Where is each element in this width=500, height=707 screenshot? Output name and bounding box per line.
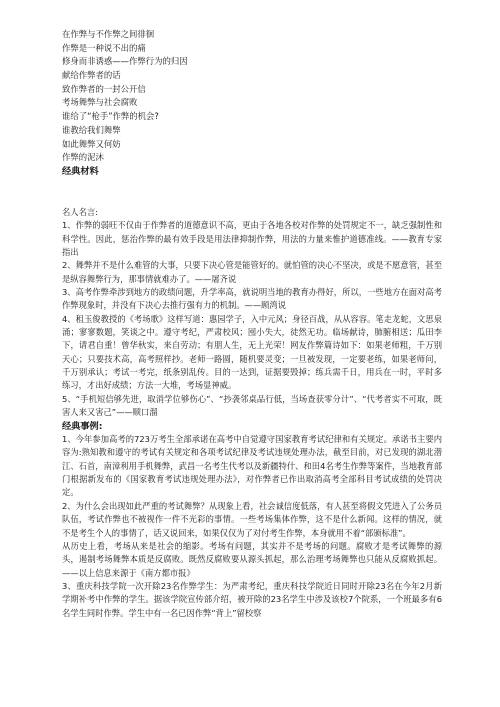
case-paragraph: 3、重庆科技学院一次开除23名作弊学生：为严肃考纪，重庆科技学院近日同时开除23名在今年2月新学期补考中作弊的学生。据该学院宣传部介绍，被开除的23名学生中涉及该校7个院系，一个班最多有6名学生同时作弊。学生中有一名已因作弊“背上”留校察: [62, 580, 442, 618]
case-paragraph: 1、今年参加高考的723万考生全部承诺在高考中自觉遵守国家教育考试纪律和有关规定。承诺书主要内容为:熟知教和遵守的考试有关规定和各项考试纪律及考试违规处理办法，截至目前，对已发现的湖北潜江、石首，南漳利用手机舞弊，武昌一名考生代考以及新疆特什、和田4名考生作弊等案件，当地教育部门根据新发布的《国家教育考试违规处理办法》，对作弊者已作出取消高考全部科目考试成绩的处罚决定。: [62, 434, 442, 498]
title-item: 致作弊者的一封公开信: [62, 83, 146, 94]
title-list: [62, 28, 442, 179]
title-item: 谁给了“枪手”作弊的机会?: [62, 111, 159, 122]
title-item: 作弊的泥沐: [62, 152, 104, 163]
quote-paragraph: 3、高考作弊牵涉到地方的政绩问题，升学率高，就说明当地的教育办得好，所以，一些地方在面对高考作弊现象时，并没有下决心去推行强有力的机制。——顾湾说: [62, 287, 442, 311]
quote-paragraph: 1、作弊的弱旺不仅由于作弊者的道德意识不高，更由于各地各校对作弊的处罚规定不一，缺乏强制性和科学性。因此，惩治作弊的最有效手段是用法律抑制作弊，用法的力量来惟护道德准线。——教育专家指出: [62, 220, 442, 258]
case-paragraph: 从历史上看，考场从来是社会的缩影。考场有问题，其实并不是考场的问题。腐败才是考试舞弊的源头，遏制考场舞弊本质是反腐败。既然反腐败要从源头抓起，那么治理考场舞弊也只能从反腐败抓起。——以上信息来源于《南方都市报》: [62, 540, 442, 578]
quotes-heading: 名人名言:: [62, 207, 98, 217]
title-item: 考场舞弊与社会腐败: [62, 97, 138, 108]
document-body: [62, 206, 442, 620]
title-item: 献给作弊者的话: [62, 70, 121, 81]
quote-paragraph: 2、舞弊并不是什么难管的大事，只要下决心管是能管好的。就怕管的决心不坚决，或是不愿意管，甚至是纵容舞弊行为，那事情就难办了。——屠齐说: [62, 260, 442, 284]
title-item: 如此舞弊又何妨: [62, 138, 121, 149]
quote-paragraph: 4、租玉俊教授的《考场歌》这样写道：惠园学子，入中元风；身径百战，从从容容。笔走龙蛇，文思泉涌；寥寥数题，笑谈之中。遵守考纪，严肃校风；囤小失大，徒然无功。临场献诗，肺腑相送；瓜田李下，请君自重！曾华秋实，来自劳动；有朋人生，无上光荣！网友作弊篇诗如下：如果老师粗，千万别天心；只要技术高，高考照样抄。老师一路圆，随机要灵变；一旦被发现，一定要老练，如果老师问，千万别承认；考试一考完，纸条别乱传。目的一达到，证据要毁掉；练兵需千日，用兵在一时，平时多练习，才出好成绩；方法一大堆，考场显神威。: [62, 313, 442, 391]
title-item: 作弊是一种说不出的痛: [62, 42, 146, 53]
case-paragraph: 2、为什么会出现如此严重的考试舞弊？从现象上看，社会诚信度低落，有人甚至将假文凭进入了公务员队伍，考试作弊也不被视作一件不光彩的事情。一些考场集体作弊，这不是什么新闻。这样的情况，就不是考生个人的事情了，话又说回来，如果仅仅为了对付考生作弊，本身就用不着“部颁标准”。: [62, 500, 442, 538]
title-item: 在作弊与不作弊之间徘徊: [62, 29, 155, 39]
section-heading-cases: 经典事例:: [62, 420, 103, 432]
quote-paragraph: 5、“手机短信够先进，取消学位够伤心”、“抄袭邻桌品行低，当场查获零分计”、“代考者实不可取，既害人来又害己”——顺口溜: [62, 393, 442, 418]
title-item: 谁教给我们舞弊: [62, 124, 121, 135]
section-heading-materials: 经典材料: [62, 165, 99, 177]
title-item: 修身而非诱惑——作弊行为的归因: [62, 56, 188, 67]
